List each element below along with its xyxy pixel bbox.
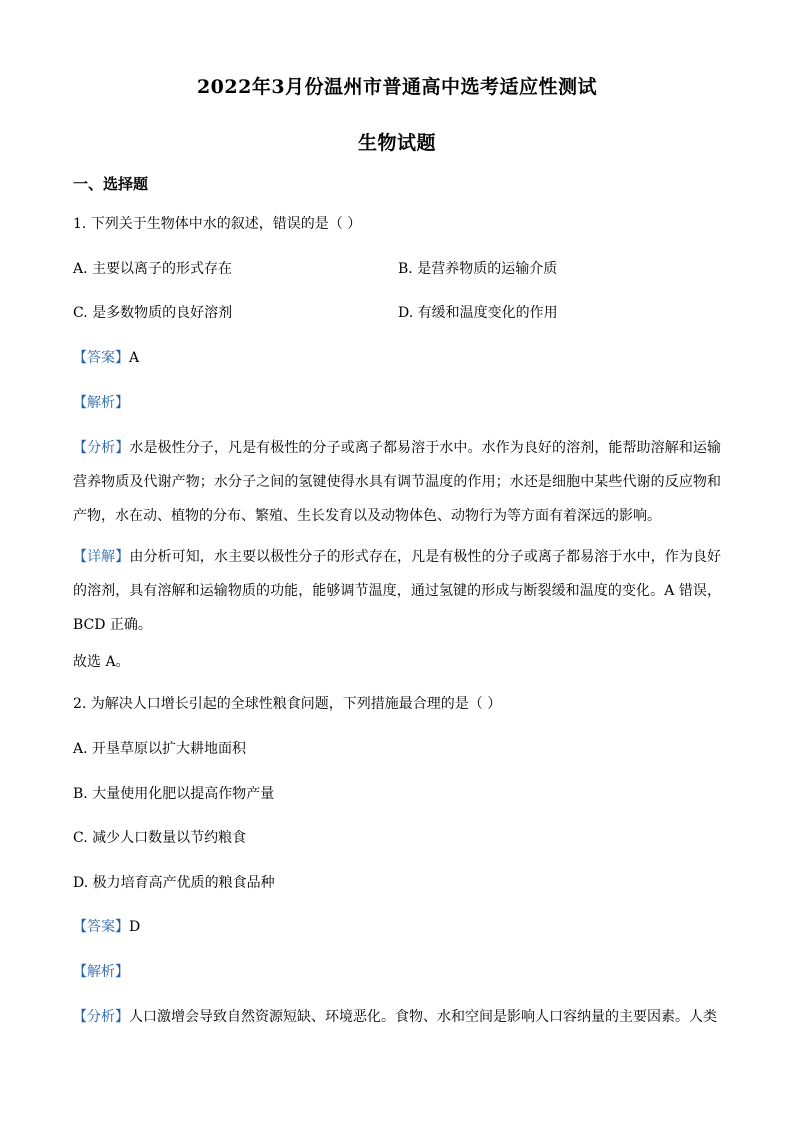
question-2-answer [73, 917, 721, 937]
xiangjie-tag: 【详解】 [73, 549, 130, 565]
document-subtitle: 生物试题 [357, 132, 436, 154]
question-1-answer [73, 348, 721, 368]
question-2-option-b: B. 大量使用化肥以提高作物产量 [73, 786, 275, 802]
question-1-analysis-heading [73, 393, 721, 413]
question-2-option-c: C. 减少人口数量以节约粮食 [73, 830, 247, 846]
fenxi-text: 水是极性分子，凡是有极性的分子或离子都易溶于水中。水作为良好的溶剂，能帮助溶解和运输营养物质及代谢产物；水分子之间的氢键使得水具有调节温度的作用；水还是细胞中某些代谢的反应物和产物，水在动、植物的分布、繁殖、生长发育以及动物体色、动物行为等方面有着深远的影响。 [73, 440, 722, 524]
question-1-xiangjie [73, 540, 721, 642]
document-title: 2022年3月份温州市普通高中选考适应性测试 [196, 76, 598, 98]
question-1-option-c: C. 是多数物质的良好溶剂 [73, 305, 233, 321]
fenxi-tag: 【分析】 [73, 440, 130, 456]
xiangjie-text: 由分析可知，水主要以极性分子的形式存在，凡是有极性的分子或离子都易溶于水中，作为良好的溶剂，具有溶解和运输物质的功能，能够调节温度，通过氢键的形成与断裂缓和温度的变化。A 错误，BCD 正确。 [73, 549, 722, 633]
question-2-option-d: D. 极力培育高产优质的粮食品种 [73, 875, 275, 891]
fenxi-text: 人口激增会导致自然资源短缺、环境恶化。食物、水和空间是影响人口容纳量的主要因素。人类 [129, 1009, 717, 1025]
fenxi-tag: 【分析】 [73, 1009, 129, 1025]
question-1-option-a: A. 主要以离子的形式存在 [73, 261, 233, 277]
section-heading: 一、选择题 [73, 175, 149, 193]
question-2-fenxi [73, 1007, 721, 1027]
answer-tag: 【答案】 [73, 350, 129, 366]
question-2-option-a: A. 开垦草原以扩大耕地面积 [73, 741, 247, 757]
question-1-option-d: D. 有缓和温度变化的作用 [398, 305, 558, 321]
question-1-fenxi [73, 431, 721, 533]
question-2-stem: 2. 为解决人口增长引起的全球性粮食问题，下列措施最合理的是（ ） [73, 696, 502, 712]
answer-value: A [129, 350, 140, 366]
analysis-tag: 【解析】 [73, 395, 129, 411]
answer-value: D [129, 919, 141, 935]
question-1-conclusion: 故选 A。 [73, 654, 130, 670]
analysis-tag: 【解析】 [73, 964, 129, 980]
answer-tag: 【答案】 [73, 919, 129, 935]
question-1-option-b: B. 是营养物质的运输介质 [398, 261, 558, 277]
question-1-stem: 1. 下列关于生物体中水的叙述，错误的是（ ） [73, 216, 362, 232]
question-2-analysis-heading [73, 962, 721, 982]
